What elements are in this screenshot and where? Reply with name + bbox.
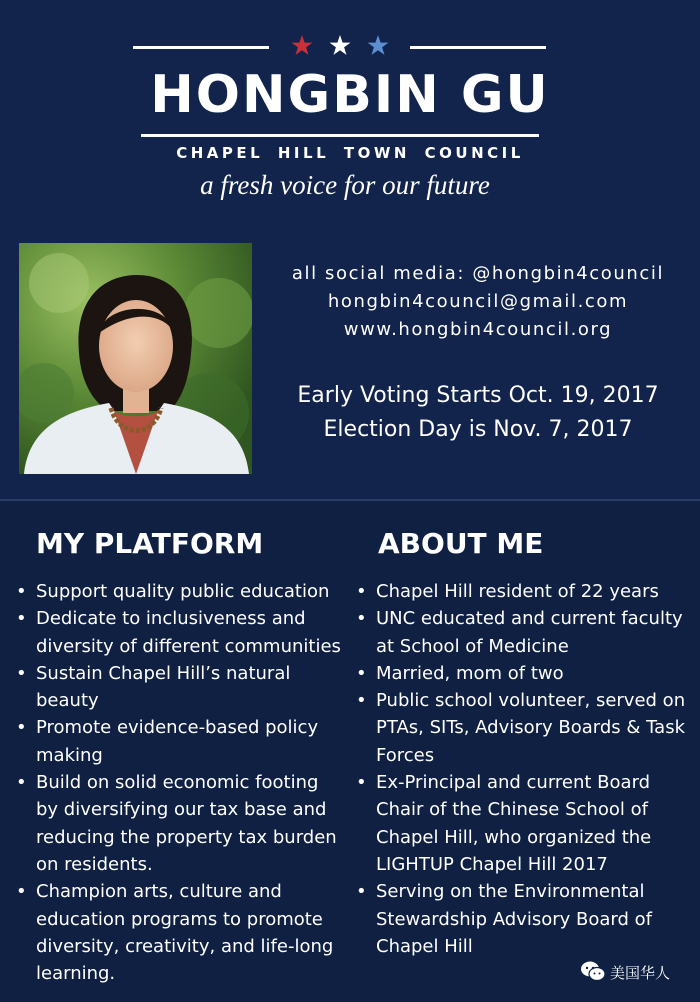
election-day-date: Election Day is Nov. 7, 2017: [323, 417, 633, 442]
name-underline: [141, 134, 539, 137]
bullet-icon: •: [16, 608, 27, 630]
red-star-icon: [292, 35, 313, 55]
platform-item: Dedicate to inclusiveness and diversity of different communities: [36, 608, 341, 657]
list-item: [16, 878, 344, 987]
watermark-text: 美国华人: [610, 964, 671, 982]
tagline: a fresh voice for our future: [200, 170, 490, 200]
bullet-icon: •: [356, 772, 367, 794]
candidate-name: HONGBIN GU: [150, 65, 550, 125]
list-item: [16, 660, 344, 715]
about-item: Public school volunteer, served on PTAs, SITs, Advisory Boards & Task Forces: [376, 690, 686, 766]
social-media-handle: all social media: @hongbin4council: [291, 263, 665, 284]
list-item: [356, 578, 692, 605]
candidate-photo: [19, 243, 252, 474]
bullet-icon: •: [16, 772, 27, 794]
watermark: [580, 960, 695, 984]
platform-item: Champion arts, culture and education programs to promote diversity, creativity, and life-long learning.: [36, 881, 334, 985]
list-item: [16, 578, 344, 605]
list-item: [356, 769, 692, 878]
blue-star-icon: [368, 35, 389, 55]
bullet-icon: •: [356, 690, 367, 712]
wechat-icon: [580, 960, 606, 986]
list-item: [356, 605, 692, 660]
header-rule-right: [410, 46, 546, 49]
platform-list: [16, 578, 344, 987]
bullet-icon: •: [16, 662, 27, 684]
section-divider: [0, 499, 700, 501]
three-stars-icon: [286, 32, 396, 62]
bullet-icon: •: [356, 608, 367, 630]
about-item: UNC educated and current faculty at School of Medicine: [376, 608, 683, 657]
office-title: CHAPEL HILL TOWN COUNCIL: [176, 144, 524, 162]
early-voting-date: Early Voting Starts Oct. 19, 2017: [297, 383, 659, 408]
white-star-icon: [330, 35, 351, 55]
list-item: [356, 660, 692, 687]
platform-heading: MY PLATFORM: [36, 527, 264, 560]
about-item: Married, mom of two: [376, 662, 564, 684]
platform-item: Build on solid economic footing by diversifying our tax base and reducing the property tax burden on residents.: [36, 772, 337, 875]
bullet-icon: •: [356, 662, 367, 684]
bullet-icon: •: [16, 717, 27, 739]
list-item: [356, 687, 692, 769]
platform-item: Support quality public education: [36, 581, 330, 602]
list-item: [16, 769, 344, 878]
website-url: www.hongbin4council.org: [343, 319, 613, 340]
about-item: Ex-Principal and current Board Chair of the Chinese School of Chapel Hill, who organized the LIGHTUP Chapel Hill 2017: [376, 772, 652, 875]
bullet-icon: •: [356, 881, 367, 903]
bullet-icon: •: [356, 581, 367, 602]
email-address: hongbin4council@gmail.com: [327, 291, 629, 312]
about-item: Serving on the Environmental Stewardship Advisory Board of Chapel Hill: [376, 881, 652, 957]
about-list: [356, 578, 692, 960]
list-item: [16, 714, 344, 769]
platform-item: Sustain Chapel Hill’s natural beauty: [36, 662, 291, 712]
list-item: [16, 605, 344, 660]
header-rule-left: [133, 46, 269, 49]
platform-item: Promote evidence-based policy making: [36, 717, 319, 766]
list-item: [356, 878, 692, 960]
bullet-icon: •: [16, 881, 27, 903]
about-heading: ABOUT ME: [378, 527, 544, 560]
about-item: Chapel Hill resident of 22 years: [376, 581, 659, 602]
bullet-icon: •: [16, 581, 27, 602]
